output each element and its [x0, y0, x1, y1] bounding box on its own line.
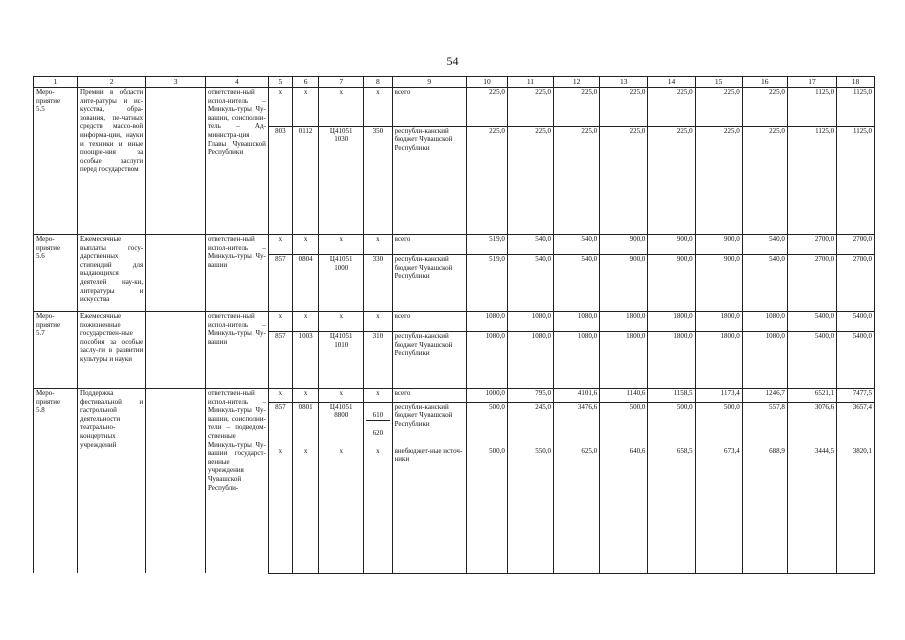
cell-target-article: Ц41051 1030	[319, 126, 364, 234]
cell-source: республи-канский бюджет Чувашской Республики	[392, 332, 466, 389]
measure-description: Поддержка фестивальной и гастрольной деятельности театрально-концертных учреждений	[78, 389, 146, 574]
value-cell: 5400,0	[787, 332, 836, 389]
cell-expense-group: 330	[364, 255, 392, 312]
header-cell: 5	[268, 77, 292, 88]
value-cell: 1080,0	[467, 332, 508, 389]
empty-cell	[146, 235, 206, 312]
cell-source: всего	[392, 88, 466, 127]
value-cell: 900,0	[695, 255, 742, 312]
value-cell: 540,0	[507, 235, 553, 255]
value-cell: 1800,0	[648, 332, 695, 389]
cell-grbs: x	[268, 312, 292, 332]
cell-expense-group	[364, 402, 392, 446]
value-cell: 1125,0	[837, 88, 875, 127]
value-cell: 900,0	[600, 255, 648, 312]
value-cell: 540,0	[554, 235, 600, 255]
cell-source: всего	[392, 312, 466, 332]
value-cell: 5400,0	[787, 312, 836, 332]
value-cell: 519,0	[467, 255, 508, 312]
measure-name: Меро- приятие 5.5	[34, 88, 78, 235]
value-cell: 540,0	[742, 235, 787, 255]
value-cell: 1080,0	[467, 312, 508, 332]
cell-expense-group: x	[364, 235, 392, 255]
value-cell: 900,0	[695, 235, 742, 255]
cell-section: x	[292, 447, 318, 574]
header-cell: 13	[600, 77, 648, 88]
value-cell: 1246,7	[742, 389, 787, 403]
header-cell: 11	[507, 77, 553, 88]
cell-grbs: 803	[268, 126, 292, 234]
value-cell: 1158,5	[648, 389, 695, 403]
value-cell: 557,8	[742, 402, 787, 446]
cell-expense-group: x	[364, 447, 392, 574]
empty-cell	[146, 389, 206, 574]
measure-name: Меро- приятие 5.6	[34, 235, 78, 312]
cell-target-article: x	[319, 447, 364, 574]
empty-cell	[146, 88, 206, 235]
value-cell: 225,0	[507, 126, 553, 234]
header-cell: 1	[34, 77, 78, 88]
cell-grbs: x	[268, 88, 292, 127]
cell-target-article: Ц41051 1010	[319, 332, 364, 389]
value-cell: 1080,0	[742, 312, 787, 332]
table-row	[34, 235, 875, 255]
header-cell: 7	[319, 77, 364, 88]
value-cell: 225,0	[742, 126, 787, 234]
value-cell: 1125,0	[787, 126, 836, 234]
value-cell: 225,0	[742, 88, 787, 127]
value-cell: 640,6	[600, 447, 648, 574]
cell-grbs: 857	[268, 332, 292, 389]
cell-section: 0801	[292, 402, 318, 446]
value-cell: 1080,0	[742, 332, 787, 389]
value-cell: 3076,6	[787, 402, 836, 446]
value-cell: 225,0	[695, 88, 742, 127]
cell-grbs: x	[268, 389, 292, 403]
header-cell: 9	[392, 77, 466, 88]
cell-section: x	[292, 312, 318, 332]
value-cell: 225,0	[554, 126, 600, 234]
value-cell: 540,0	[507, 255, 553, 312]
value-cell: 225,0	[648, 88, 695, 127]
header-cell: 14	[648, 77, 695, 88]
value-cell: 225,0	[600, 126, 648, 234]
value-cell: 1080,0	[554, 312, 600, 332]
header-cell: 12	[554, 77, 600, 88]
value-cell: 1800,0	[600, 312, 648, 332]
value-cell: 2700,0	[837, 255, 875, 312]
table-row	[34, 88, 875, 127]
header-row	[34, 77, 875, 88]
measure-description: Ежемесячные выплаты госу-дарственных стипендий для выдающихся деятелей нау-ки, литературы и искусства	[78, 235, 146, 312]
cell-target-article: x	[319, 389, 364, 403]
cell-section: x	[292, 235, 318, 255]
cell-grbs: 857	[268, 255, 292, 312]
value-cell: 3444,5	[787, 447, 836, 574]
value-cell: 658,5	[648, 447, 695, 574]
value-cell: 5400,0	[837, 312, 875, 332]
header-cell: 4	[205, 77, 268, 88]
cell-target-article: x	[319, 235, 364, 255]
cell-expense-group: 310	[364, 332, 392, 389]
cell-target-article: x	[319, 312, 364, 332]
value-cell: 673,4	[695, 447, 742, 574]
value-cell: 900,0	[648, 255, 695, 312]
value-cell: 500,0	[467, 447, 508, 574]
responsible-executor: ответствен-ный испол-нитель – Минкуль-туры Чу-вашии, соисполни-тель – Ад-министра-ция Главы Чувашской Республики	[205, 88, 268, 235]
value-cell: 1125,0	[837, 126, 875, 234]
value-cell: 3820,1	[837, 447, 875, 574]
value-cell: 540,0	[554, 255, 600, 312]
measure-description: Ежемесячные пожизненные государствен-ные пособия за особые заслу-ги в развитии культуры и науки	[78, 312, 146, 389]
value-cell: 1080,0	[507, 312, 553, 332]
value-cell: 500,0	[600, 402, 648, 446]
value-cell: 688,9	[742, 447, 787, 574]
responsible-executor: ответствен-ный испол-нитель – Минкуль-туры Чу-вашии	[205, 312, 268, 389]
value-cell: 1800,0	[600, 332, 648, 389]
cell-target-article: Ц41051 8800	[319, 402, 364, 446]
value-cell: 550,0	[507, 447, 553, 574]
value-cell: 1080,0	[554, 332, 600, 389]
header-cell: 17	[787, 77, 836, 88]
value-cell: 225,0	[467, 88, 508, 127]
value-cell: 625,0	[554, 447, 600, 574]
value-cell: 225,0	[600, 88, 648, 127]
measure-name: Меро- приятие 5.8	[34, 389, 78, 574]
header-cell: 16	[742, 77, 787, 88]
cell-expense-group: 350	[364, 126, 392, 234]
cell-source: всего	[392, 235, 466, 255]
value-cell: 6521,1	[787, 389, 836, 403]
value-cell: 1080,0	[507, 332, 553, 389]
cell-section: 1003	[292, 332, 318, 389]
cell-section: 0112	[292, 126, 318, 234]
value-cell: 3476,6	[554, 402, 600, 446]
header-cell: 2	[78, 77, 146, 88]
value-cell: 900,0	[648, 235, 695, 255]
responsible-executor: ответствен-ный испол-нитель – Минкуль-туры Чу-вашии	[205, 235, 268, 312]
value-cell: 519,0	[467, 235, 508, 255]
value-cell: 225,0	[507, 88, 553, 127]
header-cell: 3	[146, 77, 206, 88]
value-cell: 225,0	[554, 88, 600, 127]
value-cell: 225,0	[695, 126, 742, 234]
value-cell: 3657,4	[837, 402, 875, 446]
table-row	[34, 389, 875, 403]
expense-group-610: 610	[366, 411, 389, 421]
cell-grbs: x	[268, 235, 292, 255]
value-cell: 1173,4	[695, 389, 742, 403]
cell-expense-group: x	[364, 88, 392, 127]
table-body	[34, 77, 875, 574]
cell-section: x	[292, 389, 318, 403]
header-cell: 15	[695, 77, 742, 88]
cell-grbs: x	[268, 447, 292, 574]
cell-source: всего	[392, 389, 466, 403]
cell-target-article: Ц41051 1000	[319, 255, 364, 312]
value-cell: 1800,0	[695, 312, 742, 332]
value-cell: 1800,0	[648, 312, 695, 332]
value-cell: 500,0	[467, 402, 508, 446]
value-cell: 245,0	[507, 402, 553, 446]
cell-section: x	[292, 88, 318, 127]
value-cell: 4101,6	[554, 389, 600, 403]
empty-cell	[146, 312, 206, 389]
budget-table	[33, 76, 875, 574]
value-cell: 1000,0	[467, 389, 508, 403]
value-cell: 795,0	[507, 389, 553, 403]
measure-description: Премии в области лите-ратуры и ис-кусства, обра-зования, пе-чатных средств массо-вой информа-ции, науки и техники и иные поощре-ния за особые заслуги перед государством	[78, 88, 146, 235]
cell-expense-group: x	[364, 312, 392, 332]
value-cell: 1140,6	[600, 389, 648, 403]
header-cell: 6	[292, 77, 318, 88]
header-cell: 18	[837, 77, 875, 88]
value-cell: 1125,0	[787, 88, 836, 127]
value-cell: 5400,0	[837, 332, 875, 389]
cell-target-article: x	[319, 88, 364, 127]
cell-grbs: 857	[268, 402, 292, 446]
value-cell: 500,0	[695, 402, 742, 446]
measure-name: Меро- приятие 5.7	[34, 312, 78, 389]
value-cell: 225,0	[467, 126, 508, 234]
value-cell: 225,0	[648, 126, 695, 234]
expense-group-620: 620	[372, 429, 384, 438]
value-cell: 2700,0	[787, 235, 836, 255]
value-cell: 900,0	[600, 235, 648, 255]
header-cell: 10	[467, 77, 508, 88]
cell-source: внебюджет-ные источ-ники	[392, 447, 466, 574]
page-number: 54	[446, 54, 459, 68]
responsible-executor: ответствен-ный испол-нитель – Минкуль-туры Чу-вашии, соисполни-тели – подведом-ственные Минкуль-туры Чу-вашии государст-венные учреждения Чувашской Республи-	[205, 389, 268, 574]
value-cell: 500,0	[648, 402, 695, 446]
value-cell: 1800,0	[695, 332, 742, 389]
cell-source: республи-канский бюджет Чувашской Республики	[392, 126, 466, 234]
cell-source: республи-канский бюджет Чувашской Республики	[392, 255, 466, 312]
cell-expense-group: x	[364, 389, 392, 403]
cell-section: 0804	[292, 255, 318, 312]
value-cell: 2700,0	[787, 255, 836, 312]
value-cell: 2700,0	[837, 235, 875, 255]
cell-source: республи-канский бюджет Чувашской Республики	[392, 402, 466, 446]
table-row	[34, 312, 875, 332]
value-cell: 540,0	[742, 255, 787, 312]
value-cell: 7477,5	[837, 389, 875, 403]
header-cell: 8	[364, 77, 392, 88]
